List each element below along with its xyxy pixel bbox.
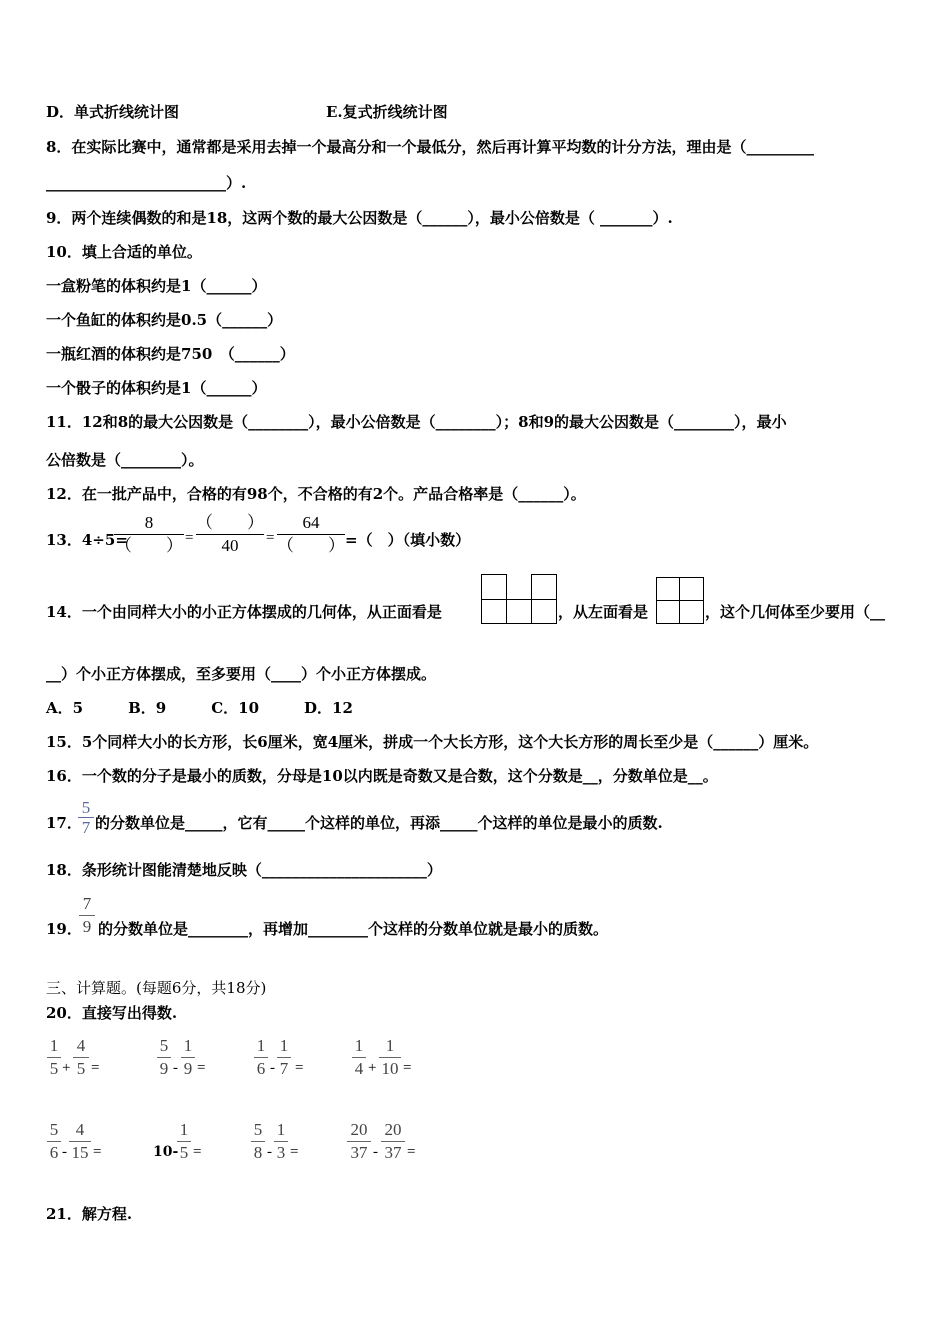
q19-numerator: 7 xyxy=(79,893,95,916)
fraction-denominator: 5 xyxy=(179,1143,189,1162)
equals-sign: = xyxy=(403,1060,412,1076)
operator: - xyxy=(373,1144,378,1160)
fraction-denominator: 15 xyxy=(71,1143,89,1162)
question-11-line2: 公倍数是（________）。 xyxy=(46,451,204,469)
question-10: 10．填上合适的单位。 xyxy=(46,243,202,261)
fraction-numerator: 1 xyxy=(274,1119,288,1142)
equals-sign: = xyxy=(295,1060,304,1076)
equals-sign: = xyxy=(91,1060,100,1076)
fraction-numerator: 20 xyxy=(381,1119,405,1142)
question-9: 9．两个连续偶数的和是18，这两个数的最大公因数是（______），最小公倍数是（ _______）. xyxy=(46,209,673,227)
question-8-line1: 8．在实际比赛中，通常都是采用去掉一个最高分和一个最低分，然后再计算平均数的计分方法，理由是（_________ xyxy=(46,138,814,156)
question-18: 18．条形统计图能清楚地反映（______________________） xyxy=(46,861,442,879)
fraction-denominator: 3 xyxy=(276,1143,286,1162)
q17-numerator: 5 xyxy=(78,798,94,818)
question-14-part3: ，这个几何体至少要用（__ xyxy=(705,603,886,621)
question-13-prefix: 13．4÷5= xyxy=(46,531,128,549)
q19-fraction xyxy=(79,893,95,938)
question-10-d: 一个骰子的体积约是1（______） xyxy=(46,379,267,397)
question-12: 12．在一批产品中，合格的有98个，不合格的有2个。产品合格率是（______）。 xyxy=(46,485,586,503)
fraction-numerator: 1 xyxy=(379,1035,401,1058)
operator: - xyxy=(62,1144,67,1160)
fraction-denominator: 8 xyxy=(253,1143,263,1162)
equals-sign: = xyxy=(407,1144,416,1160)
q17-fraction xyxy=(78,798,94,837)
whole-number-prefix: 10- xyxy=(153,1144,179,1160)
question-10-a: 一盒粉笔的体积约是1（______） xyxy=(46,277,267,295)
question-19-text: 的分数单位是________，再增加________个这样的分数单位就是最小的质数。 xyxy=(98,920,609,938)
question-11-line1: 11．12和8的最大公因数是（________），最小公倍数是（________）；8和9的最大公因数是（________），最小 xyxy=(46,413,787,431)
operator: - xyxy=(173,1060,178,1076)
fraction-numerator: 4 xyxy=(73,1035,89,1058)
fraction-denominator: 10 xyxy=(381,1059,399,1078)
fraction-denominator: 6 xyxy=(49,1143,59,1162)
q13-suffix: =（ ）（填小数） xyxy=(345,531,471,549)
q13-f2-numerator: （ ） xyxy=(196,512,264,535)
operator: + xyxy=(62,1060,71,1076)
fraction-denominator: 9 xyxy=(183,1059,193,1078)
fraction-denominator: 5 xyxy=(49,1059,59,1078)
front-view-figure xyxy=(481,574,557,624)
question-21: 21．解方程. xyxy=(46,1205,133,1223)
option-d: D．单式折线统计图 xyxy=(46,103,180,121)
q13-equals-2: = xyxy=(266,530,275,546)
question-19-prefix: 19． xyxy=(46,920,82,938)
question-15: 15．5个同样大小的长方形，长6厘米，宽4厘米，拼成一个大长方形，这个大长方形的周长至少是（______）厘米。 xyxy=(46,733,819,751)
fraction-numerator: 1 xyxy=(277,1035,291,1058)
q13-fraction-1 xyxy=(114,512,184,557)
question-14-part2: ，从左面看是 xyxy=(558,603,649,621)
question-14-part1: 14．一个由同样大小的小正方体摆成的几何体，从正面看是 xyxy=(46,603,442,621)
question-10-b: 一个鱼缸的体积约是0.5（______） xyxy=(46,311,283,329)
fraction-denominator: 37 xyxy=(350,1143,368,1162)
section-3-heading: 三、计算题。(每题6分，共18分) xyxy=(46,979,267,997)
equals-sign: = xyxy=(290,1144,299,1160)
fraction-numerator: 1 xyxy=(47,1035,61,1058)
q17-denominator: 7 xyxy=(81,818,91,837)
q13-f3-denominator: （ ） xyxy=(277,536,345,555)
q13-f2-denominator: 40 xyxy=(221,536,239,555)
option-e: E.复式折线统计图 xyxy=(326,103,448,121)
q13-f3-numerator: 64 xyxy=(277,512,345,535)
fraction-numerator: 1 xyxy=(181,1035,195,1058)
fraction-denominator: 37 xyxy=(384,1143,402,1162)
question-16: 16．一个数的分子是最小的质数，分母是10以内既是奇数又是合数，这个分数是__，分数单位是__。 xyxy=(46,767,718,785)
question-14-line2: __）个小正方体摆成，至多要用（____）个小正方体摆成。 xyxy=(46,665,437,683)
fraction-numerator: 4 xyxy=(69,1119,91,1142)
fraction-denominator: 9 xyxy=(159,1059,169,1078)
q13-f1-denominator: （ ） xyxy=(115,536,183,555)
fraction-denominator: 7 xyxy=(279,1059,289,1078)
question-10-c: 一瓶红酒的体积约是750 （______） xyxy=(46,345,295,363)
equals-sign: = xyxy=(93,1144,102,1160)
fraction-numerator: 1 xyxy=(177,1119,191,1142)
q13-fraction-2 xyxy=(196,512,264,557)
fraction-denominator: 6 xyxy=(256,1059,266,1078)
fraction-numerator: 1 xyxy=(352,1035,366,1058)
operator: + xyxy=(368,1060,377,1076)
fraction-numerator: 5 xyxy=(47,1119,61,1142)
equals-sign: = xyxy=(197,1060,206,1076)
operator: - xyxy=(270,1060,275,1076)
fraction-numerator: 1 xyxy=(254,1035,268,1058)
fraction-numerator: 5 xyxy=(157,1035,171,1058)
question-14-options: A．5 B．9 C．10 D．12 xyxy=(46,699,353,717)
fraction-denominator: 5 xyxy=(76,1059,86,1078)
fraction-denominator: 4 xyxy=(354,1059,364,1078)
q13-f1-numerator: 8 xyxy=(114,512,184,535)
question-17-prefix: 17． xyxy=(46,814,82,832)
left-view-figure xyxy=(656,577,704,624)
q19-denominator: 9 xyxy=(82,917,92,936)
q13-equals-1: = xyxy=(185,530,194,546)
fraction-numerator: 20 xyxy=(347,1119,371,1142)
question-8-line2: ________________________）. xyxy=(46,174,247,192)
operator: - xyxy=(267,1144,272,1160)
question-20: 20．直接写出得数. xyxy=(46,1004,178,1022)
equals-sign: = xyxy=(193,1144,202,1160)
fraction-numerator: 5 xyxy=(251,1119,265,1142)
question-17-text: 的分数单位是_____，它有_____个这样的单位，再添_____个这样的单位是最小的质数. xyxy=(95,814,663,832)
q13-fraction-3 xyxy=(277,512,345,557)
